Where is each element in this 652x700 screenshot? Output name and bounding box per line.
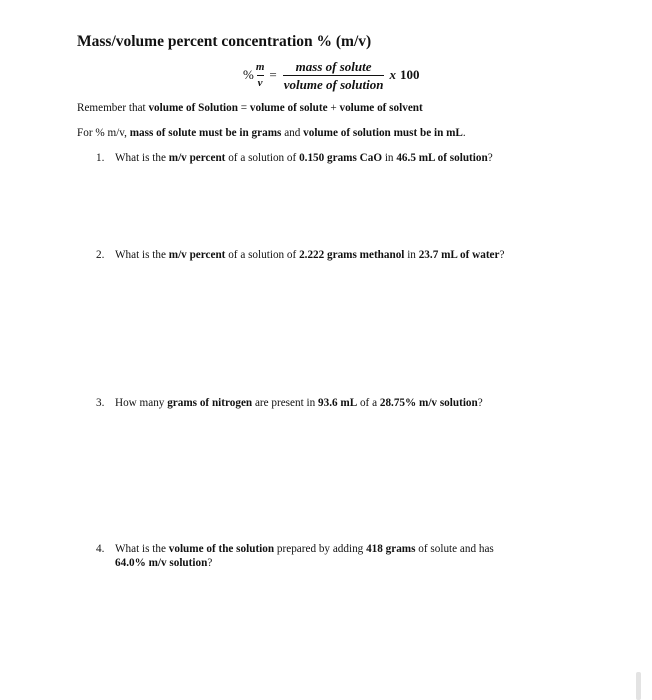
question-text: of solute and has <box>415 543 494 555</box>
rule-text-3: . <box>462 127 466 139</box>
question-bold: 46.5 mL of solution <box>396 152 488 164</box>
fraction-numerator: mass of solute <box>295 58 372 74</box>
m-over-v-fraction <box>255 62 266 89</box>
question-text: are present in <box>252 397 318 409</box>
question-text: What is the <box>115 152 169 164</box>
remember-bold-3: volume of solvent <box>339 102 423 114</box>
question-number: 1. <box>96 152 105 164</box>
question-text: of a <box>357 397 380 409</box>
question-2 <box>96 249 504 261</box>
question-number: 4. <box>96 543 105 555</box>
percent-sign: % <box>243 67 254 82</box>
question-text: What is the <box>115 249 169 261</box>
scrollbar-thumb[interactable] <box>636 672 641 700</box>
remember-bold-2: volume of solute <box>249 102 328 114</box>
question-text: How many <box>115 397 168 409</box>
question-4 <box>96 543 494 569</box>
question-1 <box>96 152 493 164</box>
percent-formula <box>243 55 419 95</box>
remember-bold-1: volume of Solution <box>148 102 238 114</box>
equals-sign: = <box>269 67 277 82</box>
question-text: ? <box>487 152 493 164</box>
remember-text-2: = <box>237 102 250 114</box>
question-bold: 0.150 grams CaO <box>299 152 383 164</box>
question-text: ? <box>477 397 483 409</box>
factor-100: 100 <box>399 67 420 82</box>
question-text: of a solution of <box>225 249 300 261</box>
question-bold: 28.75% m/v solution <box>379 397 478 409</box>
question-number: 2. <box>96 249 105 261</box>
question-bold: 64.0% m/v solution <box>115 557 208 569</box>
question-bold: m/v percent <box>168 152 226 164</box>
question-bold: 2.222 grams methanol <box>299 249 405 261</box>
question-bold: grams of nitrogen <box>167 397 253 409</box>
question-text: of a solution of <box>225 152 300 164</box>
remember-text-3: + <box>327 102 340 114</box>
mass-over-volume-fraction <box>283 60 385 91</box>
units-rule-line <box>77 127 466 139</box>
fraction-denominator: volume of solution <box>283 76 384 92</box>
fraction-v: v <box>257 76 263 89</box>
question-bold: 93.6 mL <box>318 397 358 409</box>
remember-line <box>77 102 423 114</box>
remember-text-1: Remember that <box>77 102 149 114</box>
question-3 <box>96 397 483 409</box>
rule-bold-2: volume of solution must be in mL <box>303 127 463 139</box>
question-text: ? <box>499 249 505 261</box>
question-number: 3. <box>96 397 105 409</box>
question-text: prepared by adding <box>274 543 367 555</box>
rule-text-1: For % m/v, <box>77 127 130 139</box>
question-bold: volume of the solution <box>168 543 275 555</box>
question-text: What is the <box>115 543 169 555</box>
question-bold: m/v percent <box>168 249 226 261</box>
rule-text-2: and <box>281 127 304 139</box>
rule-bold-1: mass of solute must be in grams <box>129 127 282 139</box>
question-bold: 418 grams <box>366 543 416 555</box>
question-text: ? <box>207 557 213 569</box>
fraction-m: m <box>255 60 265 73</box>
question-bold: 23.7 mL of water <box>418 249 500 261</box>
question-text: in <box>404 249 419 261</box>
times-sign: x <box>389 67 396 82</box>
question-text: in <box>382 152 397 164</box>
page-title: Mass/volume percent concentration % (m/v) <box>77 33 372 50</box>
